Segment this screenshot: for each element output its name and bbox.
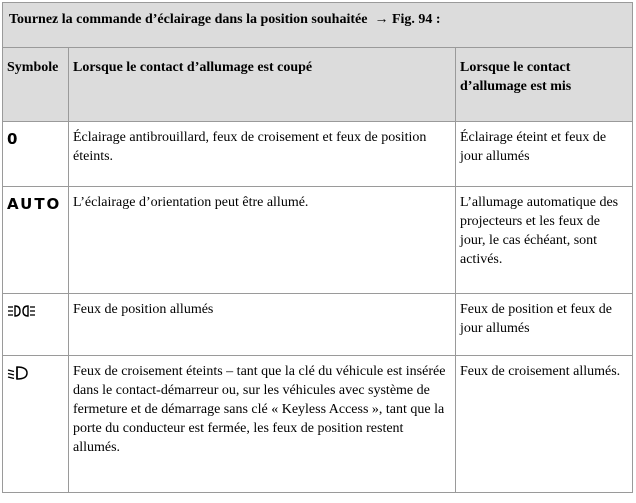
header-symbol: Symbole [3, 48, 69, 122]
table-title-text: Tournez la commande d’éclairage dans la position souhaitée [9, 12, 368, 27]
ignition-off-cell: Feux de croisement éteints – tant que la clé du véhicule est insérée dans le contact-démarreur ou, sur les véhicules avec système de fermeture et de démarrage sans clé « Keyless Access », tant que la porte du conducteur est fermée, les feux de position restent allumés. [69, 356, 456, 493]
ignition-off-cell: L’éclairage d’orientation peut être allumé. [69, 187, 456, 294]
position-lights-icon [7, 304, 37, 318]
ignition-off-cell: Feux de position allumés [69, 294, 456, 356]
ignition-on-cell: Feux de position et feux de jour allumés [456, 294, 633, 356]
symbol-cell [3, 187, 69, 294]
symbol-cell [3, 294, 69, 356]
header-row [3, 48, 633, 122]
symbol-cell [3, 356, 69, 493]
table-title [3, 3, 633, 48]
table-row [3, 356, 633, 493]
symbol-cell [3, 122, 69, 187]
ignition-on-cell: L’allumage automatique des projecteurs et les feux de jour, le cas échéant, sont activés. [456, 187, 633, 294]
ignition-off-cell: Éclairage antibrouillard, feux de croisement et feux de position éteints. [69, 122, 456, 187]
table-row [3, 122, 633, 187]
header-ignition-off: Lorsque le contact d’allumage est coupé [69, 48, 456, 122]
title-row [3, 3, 633, 48]
table-row [3, 187, 633, 294]
ignition-on-cell: Feux de croisement allumés. [456, 356, 633, 493]
header-ignition-on: Lorsque le contact d’allumage est mis [456, 48, 633, 122]
ignition-on-cell: Éclairage éteint et feux de jour allumés [456, 122, 633, 187]
table-row [3, 294, 633, 356]
auto-position-symbol: AUTO [7, 195, 62, 213]
zero-position-symbol: 0 [7, 130, 18, 148]
lighting-control-table [2, 2, 633, 493]
low-beam-icon [7, 366, 29, 380]
figure-reference: → Fig. 94 : [374, 12, 441, 27]
